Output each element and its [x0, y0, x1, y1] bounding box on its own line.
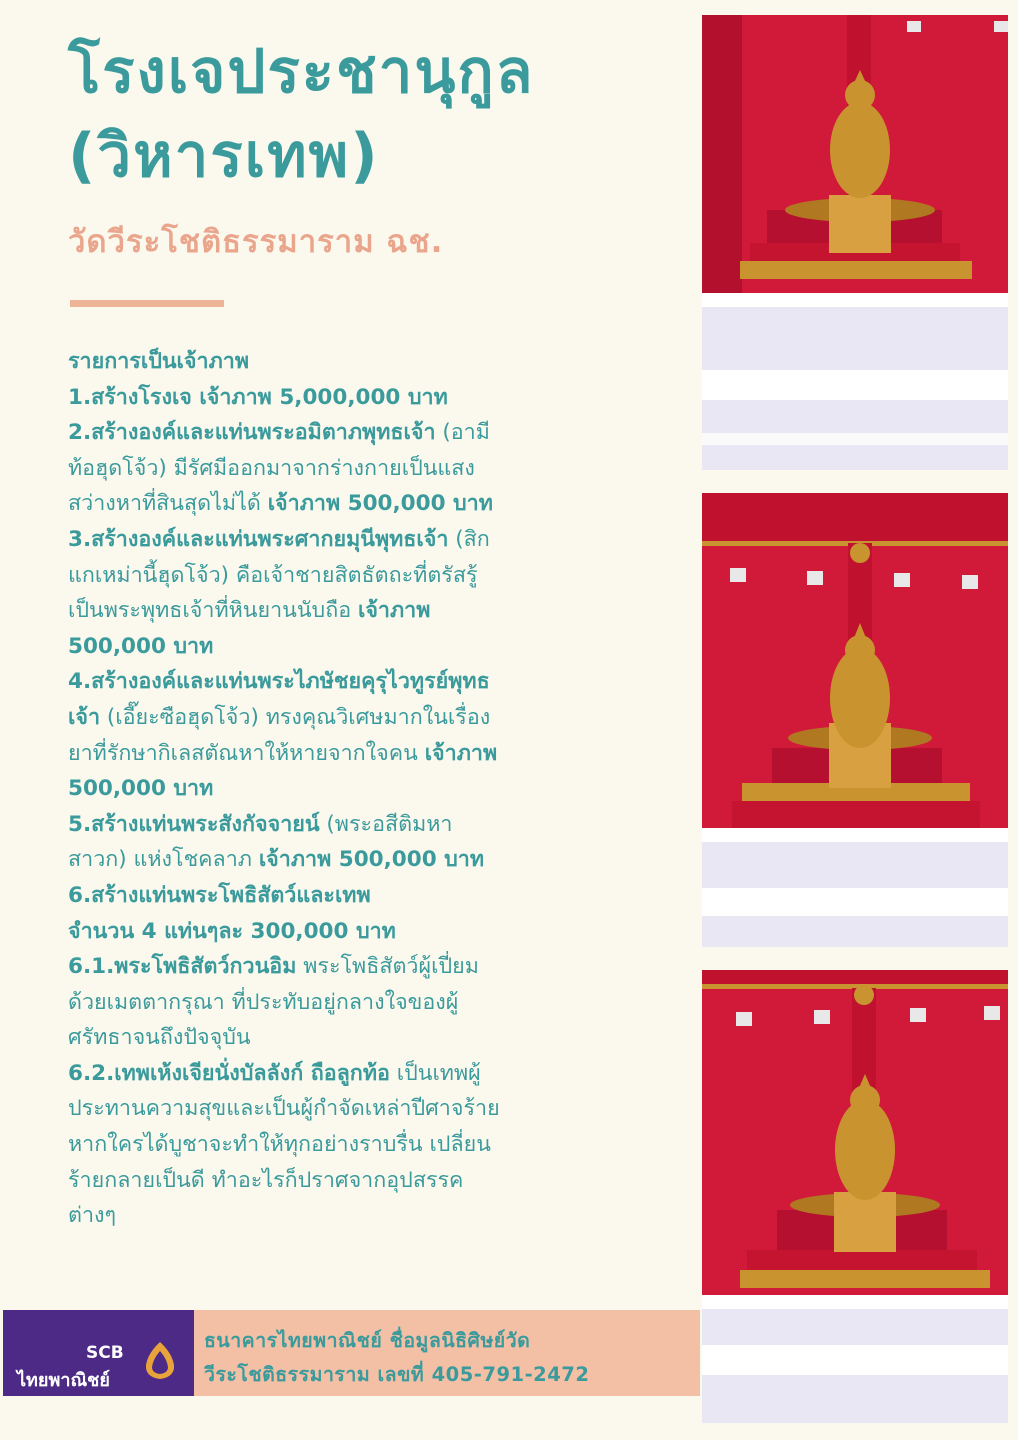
list-item-6-1: 6.1.พระโพธิสัตว์กวนอิม พระโพธิสัตว์ผู้เปี่ยมด้วยเมตตากรุณา ที่ประทับอยู่กลางใจของผู้ศรัทธาจนถึงปัจจุบัน — [68, 954, 479, 1051]
list-item-6: 6.สร้างแท่นพระโพธิสัตว์และเทพ จำนวน 4 แท่นๆละ 300,000 บาท — [68, 882, 396, 944]
bank-account-bar — [3, 1310, 700, 1396]
bank-account-info — [194, 1310, 700, 1396]
title-line-2: (วิหารเทพ) — [68, 121, 380, 191]
temple-subtitle: วัดวีระโชติธรรมาราม ฉช. — [68, 224, 444, 260]
list-item-2: 2.สร้างองค์และแท่นพระอมิตาภพุทธเจ้า (อามีท้อฮุดโจ้ว) มีรัศมีออกมาจากร่างกายเป็นแสงสว่างหาที่สินสุดไม่ได้ เจ้าภาพ 500,000 บาท — [68, 420, 493, 517]
sponsorship-list — [68, 344, 508, 1234]
buddha-statue-photo-1 — [702, 15, 1008, 470]
list-item-1: 1.สร้างโรงเจ เจ้าภาพ 5,000,000 บาท — [68, 384, 448, 410]
list-item-4: 4.สร้างองค์และแท่นพระไภษัชยคุรุไวทูรย์พุทธเจ้า (เอี๊ยะซือฮุดโจ้ว) ทรงคุณวิเศษมากในเรื่องยาที่รักษากิเลสตัณหาให้หายจากใจคน เจ้าภาพ 500,000 บาท — [68, 669, 498, 802]
buddha-statue-photo-2 — [702, 493, 1008, 947]
scb-logo-thai-text: ไทยพาณิชย์ — [17, 1370, 110, 1391]
scb-logo — [3, 1310, 194, 1396]
buddha-statue-photo-3 — [702, 970, 1008, 1423]
list-heading: รายการเป็นเจ้าภาพ — [68, 349, 249, 374]
bank-info-line-1: ธนาคารไทยพาณิชย์ ชื่อมูลนิธิศิษย์วัด — [204, 1329, 531, 1352]
list-item-5: 5.สร้างแท่นพระสังกัจจายน์ (พระอสีติมหาสาวก) แห่งโชคลาภ เจ้าภาพ 500,000 บาท — [68, 811, 485, 873]
list-item-6-2: 6.2.เทพเห้งเจียนั่งบัลลังก์ ถือลูกท้อ เป็นเทพผู้ประทานความสุขและเป็นผู้กำจัดเหล่าปีศาจร้าย หากใครได้บูชาจะทำให้ทุกอย่างราบรื่น เปลี่ยนร้ายกลายเป็นดี ทำอะไรก็ปราศจากอุปสรรคต่างๆ — [68, 1060, 500, 1229]
bank-info-line-2: วีระโชติธรรมาราม เลขที่ 405-791-2472 — [204, 1363, 590, 1386]
divider-line — [70, 300, 224, 307]
page-title — [68, 30, 668, 198]
scb-logo-text: SCB — [86, 1343, 124, 1363]
list-item-3: 3.สร้างองค์และแท่นพระศากยมุนีพุทธเจ้า (สิกแกเหม่านี้ฮุดโจ้ว) คือเจ้าชายสิตธัตถะที่ตรัสรู้เป็นพระพุทธเจ้าที่หินยานนับถือ เจ้าภาพ 500,000 บาท — [68, 526, 490, 659]
title-line-1: โรงเจประชานุกูล — [68, 37, 535, 107]
scb-emblem-icon — [140, 1339, 180, 1383]
